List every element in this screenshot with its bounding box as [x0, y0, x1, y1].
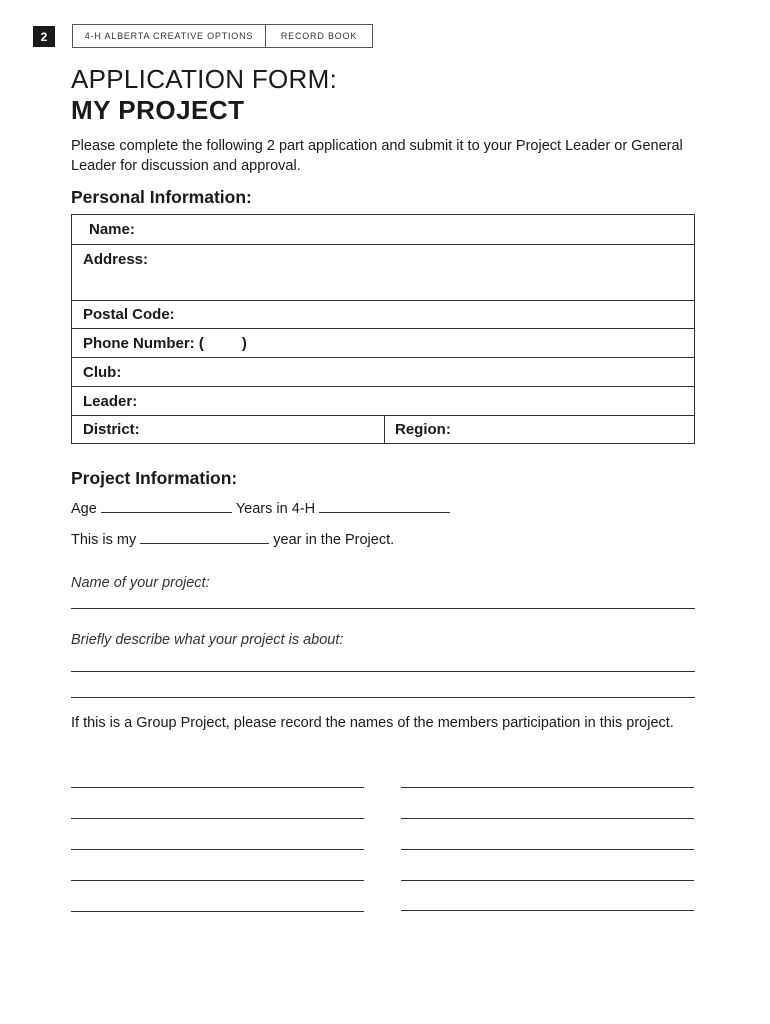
member-name-line[interactable]: [401, 849, 694, 850]
postal-code-row[interactable]: [72, 301, 694, 329]
this-is-my-label: This is my: [71, 532, 137, 548]
personal-info-heading: Personal Information:: [71, 187, 252, 207]
name-row[interactable]: [72, 215, 694, 245]
name-label: Name:: [89, 221, 135, 238]
page-number: 2: [33, 26, 55, 47]
phone-paren-close: ): [241, 334, 247, 352]
age-line: [71, 501, 454, 517]
age-blank[interactable]: [101, 512, 232, 513]
club-label: Club:: [83, 363, 122, 381]
description-line[interactable]: [71, 697, 695, 698]
year-blank[interactable]: [140, 543, 269, 544]
region-label: Region:: [395, 421, 451, 438]
running-header: [72, 24, 373, 48]
project-info-heading: Project Information:: [71, 468, 238, 488]
group-project-prompt: If this is a Group Project, please record the names of the members participation in this project.: [71, 715, 674, 731]
postal-code-label: Postal Code:: [83, 306, 175, 323]
member-name-line[interactable]: [71, 880, 364, 881]
header-book: RECORD BOOK: [280, 31, 358, 41]
project-description-prompt: Briefly describe what your project is about:: [71, 632, 344, 648]
phone-label: Phone Number: (: [83, 334, 204, 352]
age-label: Age: [71, 501, 97, 517]
intro-text: Please complete the following 2 part application and submit it to your Project Leader or General Leader for discussion and approval.: [71, 138, 683, 174]
address-row[interactable]: [72, 245, 694, 301]
address-label: Address:: [83, 251, 149, 268]
club-row[interactable]: [72, 358, 694, 387]
leader-label: Leader:: [83, 392, 138, 410]
member-name-line[interactable]: [71, 911, 364, 912]
member-name-line[interactable]: [401, 880, 694, 881]
project-name-line[interactable]: [71, 608, 695, 609]
district-region-divider: [384, 416, 385, 443]
member-name-line[interactable]: [401, 910, 694, 911]
year-in-project-label: year in the Project.: [273, 532, 395, 548]
district-label: District:: [83, 421, 140, 438]
page-title-line1: APPLICATION FORM:: [71, 64, 338, 94]
member-name-line[interactable]: [71, 849, 364, 850]
header-series: 4-H ALBERTA CREATIVE OPTIONS: [73, 25, 266, 47]
member-name-line[interactable]: [401, 818, 694, 819]
member-name-line[interactable]: [401, 787, 694, 788]
leader-row[interactable]: [72, 387, 694, 416]
personal-info-table: [71, 214, 695, 444]
member-name-line[interactable]: [71, 787, 364, 788]
member-name-line[interactable]: [71, 818, 364, 819]
page-title-line2: MY PROJECT: [71, 95, 245, 125]
district-region-row: [72, 416, 694, 443]
years-label: Years in 4-H: [235, 501, 316, 517]
project-name-prompt: Name of your project:: [71, 575, 210, 591]
description-line[interactable]: [71, 671, 695, 672]
years-blank[interactable]: [319, 512, 450, 513]
phone-row[interactable]: [72, 329, 694, 358]
year-in-project-line: [71, 532, 394, 548]
